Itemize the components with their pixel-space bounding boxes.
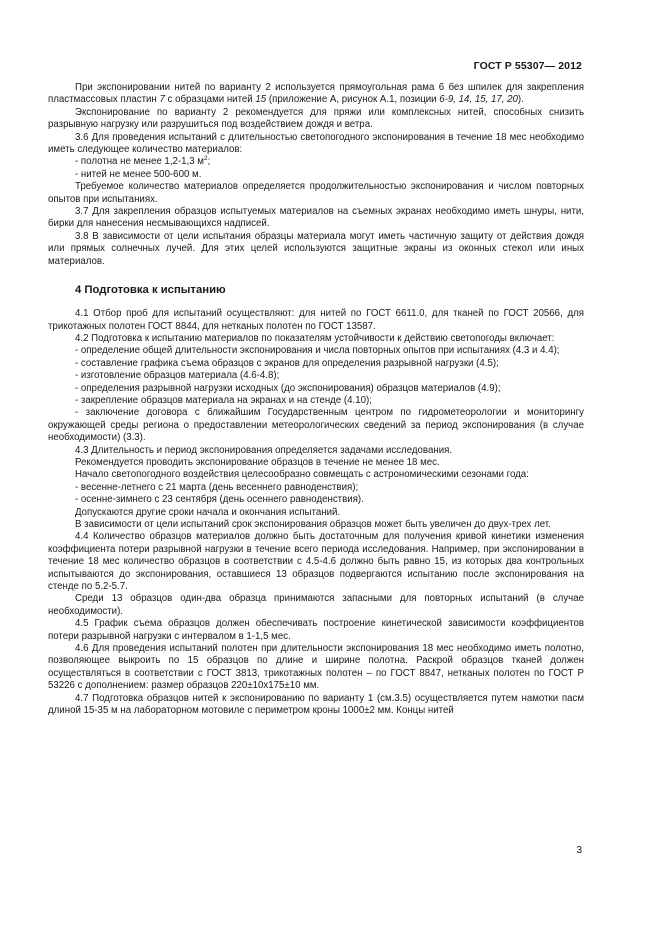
list-item xyxy=(48,156,584,168)
list-item: - составление графика съема образцов с экранов для определения разрывной нагрузки (4.5); xyxy=(75,357,499,369)
paragraph-4-7: 4.7 Подготовка образцов нитей к экспонированию по варианту 1 (см.3.5) осуществляется путем намотки пасм длиной 15-35 м на лабораторном мотовиле с периметром кроны 1000±2 мм. Концы нитей xyxy=(48,692,584,717)
text-run: с образцами нитей xyxy=(164,94,256,106)
page-number: 3 xyxy=(576,845,582,856)
list-item: - определения разрывной нагрузки исходных (до экспонирования) образцов материалов (4.9); xyxy=(75,382,501,394)
section-title: 4 Подготовка к испытанию xyxy=(75,284,226,297)
paragraph-variant2-frame xyxy=(48,82,584,107)
list-item: - закрепление образцов материала на экранах и на стенде (4.10); xyxy=(75,394,372,406)
paragraph-4-2: 4.2 Подготовка к испытанию материалов по показателям устойчивости к действию светопогоды включает: xyxy=(75,332,555,344)
paragraph-4-5: 4.5 График съема образцов должен обеспечивать построение кинетической зависимости коэффициентов потери разрывной нагрузки с интервалом в 1-1,5 мес. xyxy=(48,618,584,642)
text-run: ; xyxy=(207,156,211,168)
paragraph-4-4: 4.4 Количество образцов материалов должно быть достаточным для получения кривой кинетики изменения коэффициента потери разрывной нагрузки в течение всего периода исследования. Например, при экспонировании в течение 18 мес количество образцов в соответствии с 4.5-4.6 должно быть равно 15, из которых два контрольных испытываются до экспонирования, оставшиеся 13 образцов подвергаются испытанию после экспонирования на стенде по 5.2-5.7. xyxy=(48,531,584,593)
text-run: ). xyxy=(517,94,524,106)
list-item: - изготовление образцов материала (4.6-4.8); xyxy=(75,370,280,382)
paragraph-4-3: 4.3 Длительность и период экспонирования определяется задачами исследования. xyxy=(75,444,453,456)
superscript: 2 xyxy=(203,155,208,163)
paragraph: Экспонирование по варианту 2 рекомендуется для пряжи или комплексных нитей, способных снизить разрывную нагрузку или разрушиться под воздействием дождя и ветра. xyxy=(48,106,584,131)
paragraph: Допускаются другие сроки начала и окончания испытаний. xyxy=(75,506,341,518)
text-run: При экспонировании нитей по варианту 2 используется прямоугольная рама 6 без шпилек для закрепления пластмассовых пластин xyxy=(48,82,584,106)
paragraph: В зависимости от цели испытаний срок экспонирования образцов может быть увеличен до двух-трех лет. xyxy=(75,519,551,530)
paragraph-3-7: 3.7 Для закрепления образцов испытуемых материалов на съемных экранах необходимо иметь шнуры, нити, бирки для нанесения несмывающихся надписей. xyxy=(48,206,584,230)
text-run: - полотна не менее 1,2-1,3 м xyxy=(75,156,204,168)
list-item: - осенне-зимнего с 23 сентября (день осеннего равноденствия). xyxy=(75,494,364,506)
paragraph: Рекомендуется проводить экспонирование образцов в течение не менее 18 мес. xyxy=(75,456,440,468)
paragraph: Начало светопогодного воздействия целесообразно совмещать с астрономическими сезонами года: xyxy=(75,469,529,481)
paragraph: Среди 13 образцов один-два образца принимаются запасными для повторных испытаний (в случае необходимости). xyxy=(48,593,584,617)
paragraph: Требуемое количество материалов определяется продолжительностью экспонирования и числом повторных опытов при испытаниях. xyxy=(48,181,584,205)
document-body xyxy=(48,82,584,718)
text-run-italic: 6-9, 14, 15, 17, 20 xyxy=(439,94,518,106)
list-item: - заключение договора с ближайшим Государственным центром по гидрометеорологии и мониторингу окружающей среды региона о предоставлении метеорологических сведений за период экспонирования (в случае необходимости) (3.3). xyxy=(48,407,584,444)
standard-code-header: ГОСТ Р 55307— 2012 xyxy=(473,60,582,72)
paragraph-4-1: 4.1 Отбор проб для испытаний осуществляют: для нитей по ГОСТ 6611.0, для тканей по ГОСТ 20566, для трикотажных полотен ГОСТ 8844, для нетканых полотен по ГОСТ 13587. xyxy=(48,308,584,332)
paragraph-3-8: 3.8 В зависимости от цели испытания образцы материала могут иметь частичную защиту от действия дождя или прямых солнечных лучей. Для этих целей используются защитные экраны из оконных стекол или иных материалов. xyxy=(48,230,584,267)
list-item: - определение общей длительности экспонирования и числа повторных опытов при испытаниях (4.3 и 4.4); xyxy=(75,345,560,357)
paragraph-3-6: 3.6 Для проведения испытаний с длительностью светопогодного экспонирования в течение 18 мес необходимо иметь следующее количество материалов: xyxy=(48,131,584,156)
text-run-italic: 15 xyxy=(255,94,267,106)
text-run: (приложение А, рисунок А.1, позиции xyxy=(266,94,440,106)
paragraph-4-6: 4.6 Для проведения испытаний полотен при длительности экспонирования 18 мес необходимо иметь полотно, позволяющее выкроить по 15 образцов по длине и ширине полотна. Раскрой образцов тканей должен осуществляться в соответствии с ГОСТ 3813, трикотажных полотен – по ГОСТ 8847, нетканых полотен по ГОСТ Р 53226 с дополнением: размер образцов 220±10х175±10 мм. xyxy=(48,643,584,692)
list-item: - нитей не менее 500-600 м. xyxy=(75,168,202,180)
list-item: - весенне-летнего с 21 марта (день весеннего равноденствия); xyxy=(75,481,359,493)
text-run-italic: 7 xyxy=(159,94,165,106)
